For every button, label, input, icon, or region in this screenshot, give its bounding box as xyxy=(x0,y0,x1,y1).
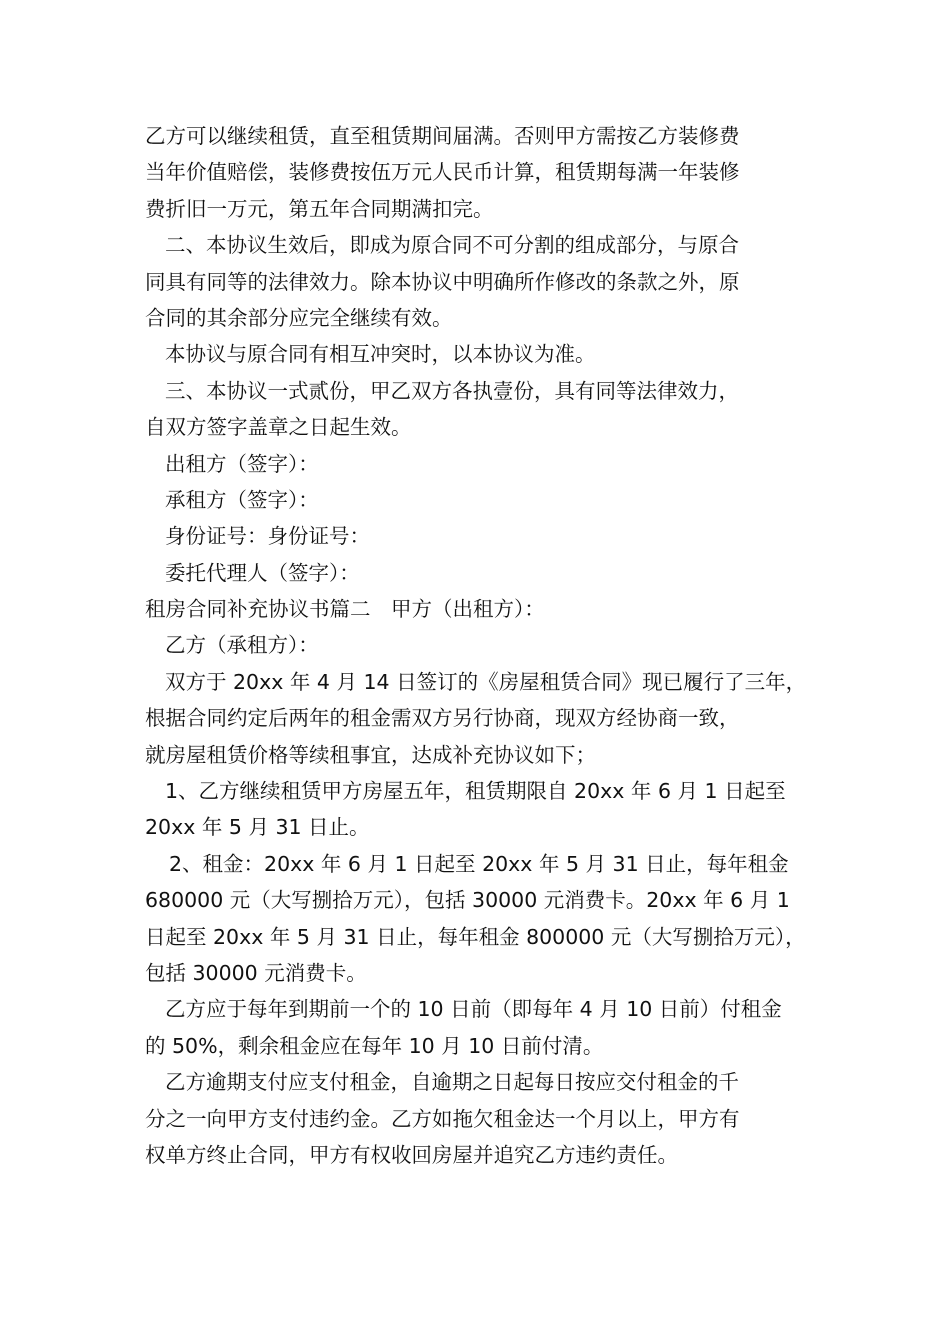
paragraph-line: 本协议与原合同有相互冲突时，以本协议为准。 xyxy=(165,342,596,367)
paragraph-line: 2、租金：20xx 年 6 月 1 日起至 20xx 年 5 月 31 日止，每年租金 xyxy=(169,851,789,876)
paragraph-line: 680000 元（大写捌拾万元），包括 30000 元消费卡。20xx 年 6 月 1 xyxy=(145,888,790,913)
paragraph-line: 同具有同等的法律效力。除本协议中明确所作修改的条款之外，原 xyxy=(145,269,740,294)
paragraph-line: 包括 30000 元消费卡。 xyxy=(145,960,367,985)
paragraph-line: 二、本协议生效后，即成为原合同不可分割的组成部分，与原合 xyxy=(165,233,739,258)
paragraph-line: 根据合同约定后两年的租金需双方另行协商，现双方经协商一致， xyxy=(145,706,740,731)
paragraph-line: 乙方应于每年到期前一个的 10 日前（即每年 4 月 10 日前）付租金 xyxy=(165,997,782,1022)
paragraph-line: 身份证号：身份证号： xyxy=(165,524,370,549)
paragraph-line: 乙方可以继续租赁，直至租赁期间届满。否则甲方需按乙方装修费 xyxy=(145,124,740,148)
paragraph-line: 三、本协议一式贰份，甲乙双方各执壹份，具有同等法律效力， xyxy=(165,378,739,403)
paragraph-line: 租房合同补充协议书篇二 甲方（出租方）： xyxy=(145,597,545,622)
paragraph-line: 当年价值赔偿，装修费按伍万元人民币计算，租赁期每满一年装修 xyxy=(145,160,740,185)
paragraph-line: 1、乙方继续租赁甲方房屋五年，租赁期限自 20xx 年 6 月 1 日起至 xyxy=(165,779,786,804)
paragraph-line: 双方于 20xx 年 4 月 14 日签订的《房屋租赁合同》现已履行了三年， xyxy=(165,669,807,694)
paragraph-line: 的 50%，剩余租金应在每年 10 月 10 日前付清。 xyxy=(145,1033,604,1058)
paragraph-line: 承租方（签字）： xyxy=(165,487,319,512)
paragraph-line: 日起至 20xx 年 5 月 31 日止，每年租金 800000 元（大写捌拾万元）， xyxy=(145,924,806,949)
paragraph-line: 费折旧一万元，第五年合同期满扣完。 xyxy=(145,196,494,221)
paragraph-line: 自双方签字盖章之日起生效。 xyxy=(145,415,412,440)
paragraph-line: 委托代理人（签字）： xyxy=(165,560,360,585)
paragraph-line: 权单方终止合同，甲方有权收回房屋并追究乙方违约责任。 xyxy=(145,1142,678,1167)
document-page xyxy=(145,118,815,1173)
paragraph-line: 乙方逾期支付应支付租金，自逾期之日起每日按应交付租金的千 xyxy=(165,1070,739,1095)
paragraph-line: 20xx 年 5 月 31 日止。 xyxy=(145,815,370,840)
paragraph-line: 乙方（承租方）： xyxy=(165,633,319,658)
paragraph-line: 出租方（签字）： xyxy=(165,451,319,476)
paragraph-line: 分之一向甲方支付违约金。乙方如拖欠租金达一个月以上，甲方有 xyxy=(145,1106,740,1131)
paragraph-line: 就房屋租赁价格等续租事宜，达成补充协议如下； xyxy=(145,742,596,767)
paragraph-line: 合同的其余部分应完全继续有效。 xyxy=(145,305,453,330)
